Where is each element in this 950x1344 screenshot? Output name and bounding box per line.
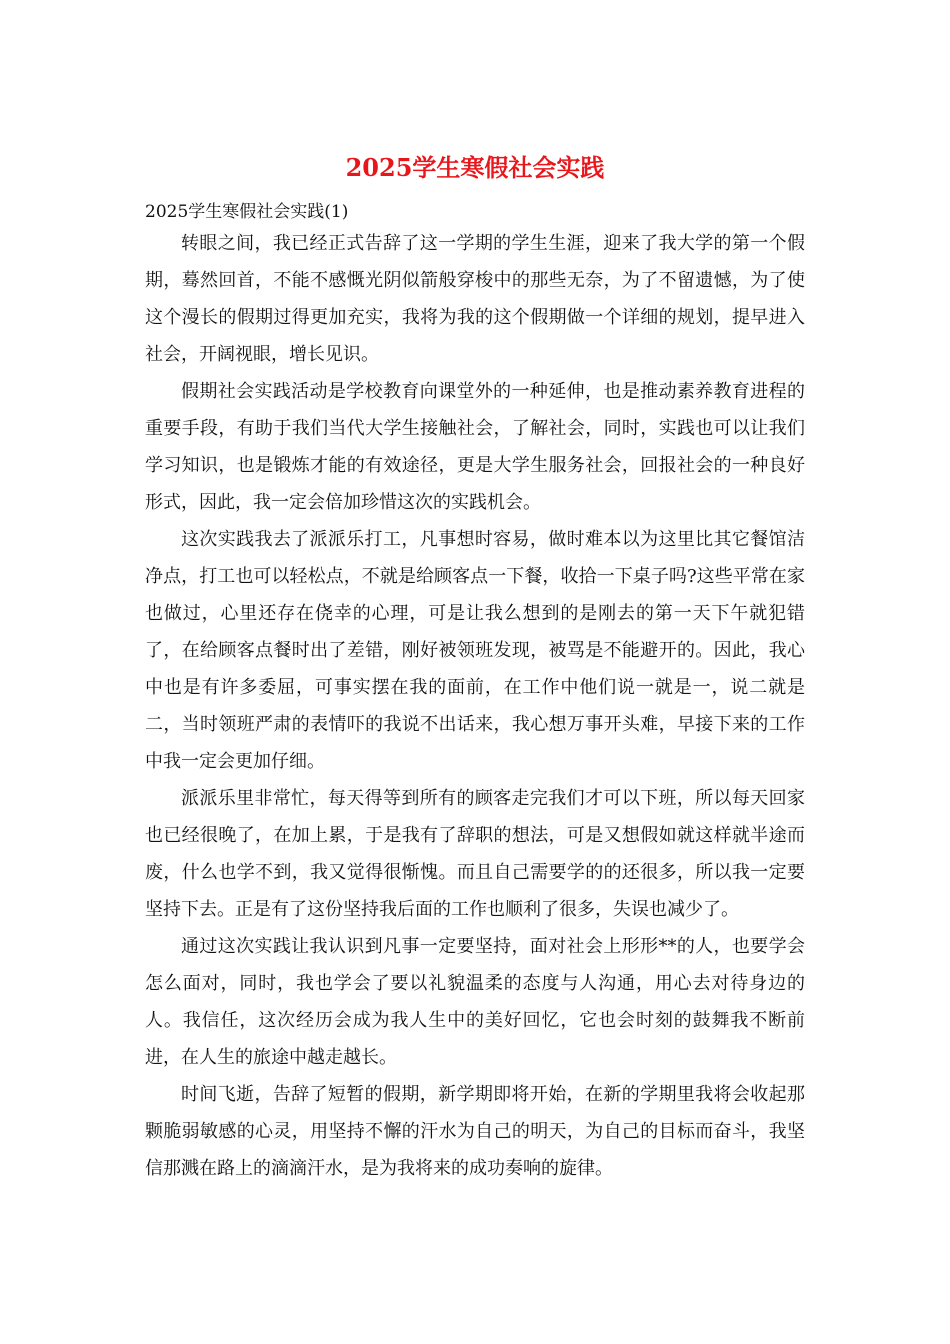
paragraph-3: 这次实践我去了派派乐打工，凡事想时容易，做时难本以为这里比其它餐馆洁净点，打工也可以轻松点，不就是给顾客点一下餐，收拾一下桌子吗?这些平常在家也做过，心里还存在侥幸的心理，可是让我么想到的是刚去的第一天下午就犯错了，在给顾客点餐时出了差错，刚好被领班发现，被骂是不能避开的。因此，我心中也是有许多委屈，可事实摆在我的面前，在工作中他们说一就是一，说二就是二，当时领班严肃的表情吓的我说不出话来，我心想万事开头难，早接下来的工作中我一定会更加仔细。 — [145, 529, 805, 772]
document-title: 2025学生寒假社会实践 — [345, 153, 605, 182]
document-subtitle: 2025学生寒假社会实践(1) — [145, 202, 349, 222]
paragraph-6: 时间飞逝，告辞了短暂的假期，新学期即将开始，在新的学期里我将会收起那颗脆弱敏感的心灵，用坚持不懈的汗水为自己的明天，为自己的目标而奋斗，我坚信那溅在路上的滴滴汗水，是为我将来的成功奏响的旋律。 — [145, 1084, 805, 1179]
document-body — [145, 225, 805, 1187]
paragraph-4: 派派乐里非常忙，每天得等到所有的顾客走完我们才可以下班，所以每天回家也已经很晚了，在加上累，于是我有了辞职的想法，可是又想假如就这样就半途而废，什么也学不到，我又觉得很惭愧。而且自己需要学的的还很多，所以我一定要坚持下去。正是有了这份坚持我后面的工作也顺利了很多，失误也减少了。 — [145, 788, 805, 920]
paragraph-1: 转眼之间，我已经正式告辞了这一学期的学生生涯，迎来了我大学的第一个假期，蓦然回首，不能不感慨光阴似箭般穿梭中的那些无奈，为了不留遗憾，为了使这个漫长的假期过得更加充实，我将为我的这个假期做一个详细的规划，提早进入社会，开阔视眼，增长见识。 — [145, 233, 805, 365]
paragraph-5: 通过这次实践让我认识到凡事一定要坚持，面对社会上形形**的人，也要学会怎么面对，同时，我也学会了要以礼貌温柔的态度与人沟通，用心去对待身边的人。我信任，这次经历会成为我人生中的美好回忆，它也会时刻的鼓舞我不断前进，在人生的旅途中越走越长。 — [145, 936, 805, 1068]
paragraph-2: 假期社会实践活动是学校教育向课堂外的一种延伸，也是推动素养教育进程的重要手段，有助于我们当代大学生接触社会，了解社会，同时，实践也可以让我们学习知识，也是锻炼才能的有效途径，更是大学生服务社会，回报社会的一种良好形式，因此，我一定会倍加珍惜这次的实践机会。 — [145, 381, 805, 513]
